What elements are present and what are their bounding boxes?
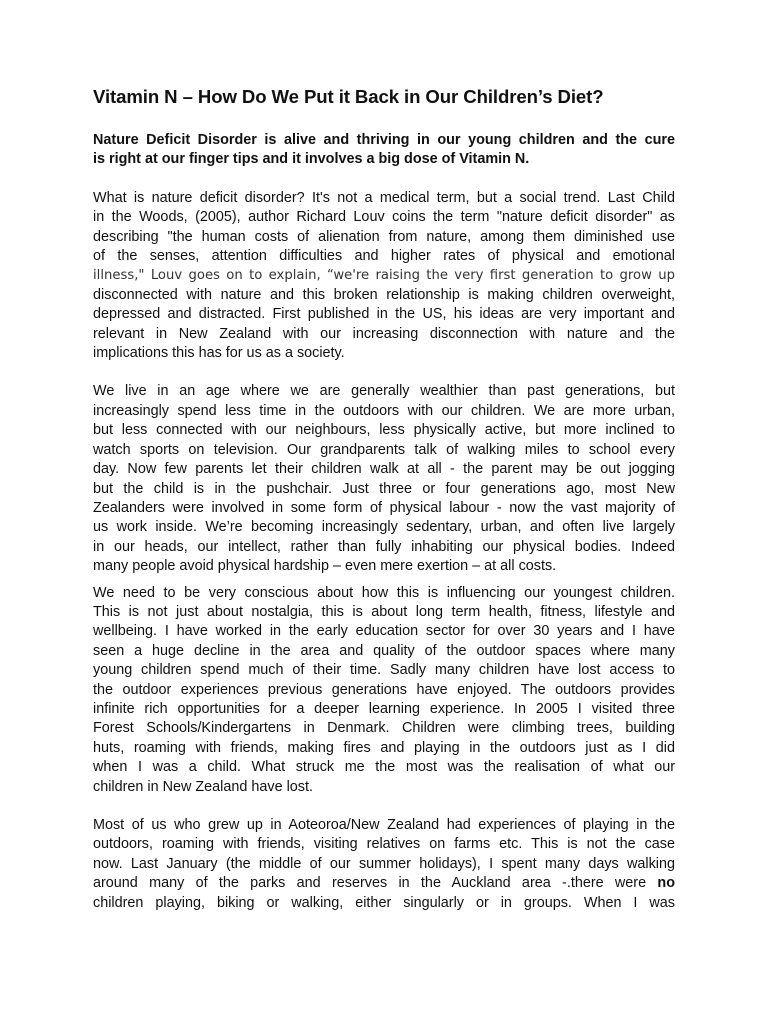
text-line: but less connected with our neighbours, less physically active, but more inclined to [93, 422, 675, 439]
text-line: Forest Schools/Kindergartens in Denmark. Children were climbing trees, building [93, 720, 675, 737]
text-line: us work inside. We’re becoming increasingly sedentary, urban, and often live largely [93, 519, 675, 536]
text-line: huts, roaming with friends, making fires and playing in the outdoors just as I did [93, 739, 675, 756]
lead-paragraph [93, 131, 675, 170]
text-line: describing "the human costs of alienation from nature, among them diminished use [93, 228, 675, 245]
text-line: illness," Louv goes on to explain, “we're raising the very first generation to grow up [93, 268, 675, 284]
text-line: children in New Zealand have lost. [93, 778, 313, 795]
text-line: disconnected with nature and this broken relationship is making children overweight, [93, 286, 675, 303]
text-line: depressed and distracted. First published in the US, his ideas are very important and [93, 306, 675, 323]
paragraph-4 [93, 816, 675, 913]
document-page [93, 86, 675, 932]
text-line: watch sports on television. Our grandparents talk of walking miles to school every [93, 441, 675, 458]
text-line: implications this has for us as a society. [93, 345, 345, 362]
text-line: We need to be very conscious about how this is influencing our youngest children. [93, 584, 675, 601]
text-line: now. Last January (the middle of our summer holidays), I spent many days walking [93, 855, 675, 872]
text-line [93, 874, 675, 893]
text-line: This is not just about nostalgia, this is about long term health, fitness, lifestyle and [93, 603, 675, 620]
text-fragment: around many of the parks and reserves in the Auckland area -.there were [93, 875, 658, 892]
text-line: the outdoor experiences previous generations have enjoyed. The outdoors provides [93, 681, 675, 698]
text-line: We live in an age where we are generally wealthier than past generations, but [93, 383, 675, 400]
text-line: in the Woods, (2005), author Richard Louv coins the term "nature deficit disorder" as [93, 209, 675, 226]
text-line: of the senses, attention difficulties and higher rates of physical and emotional [93, 248, 675, 265]
text-line: wellbeing. I have worked in the early education sector for over 30 years and I have [93, 623, 675, 640]
text-line: relevant in New Zealand with our increasing disconnection with nature and the [93, 325, 675, 342]
text-line: Most of us who grew up in Aoteoroa/New Zealand had experiences of playing in the [93, 817, 675, 833]
text-line: children playing, biking or walking, either singularly or in groups. When I was [93, 894, 675, 911]
text-line: in our heads, our intellect, rather than fully inhabiting our physical bodies. Indeed [93, 538, 675, 555]
text-line: outdoors, roaming with friends, visiting relatives on farms etc. This is not the case [93, 836, 675, 853]
text-line: increasingly spend less time in the outdoors with our children. We are more urban, [93, 402, 675, 419]
lead-line: is right at our finger tips and it involves a big dose of Vitamin N. [93, 151, 530, 168]
text-line: What is nature deficit disorder? It's not a medical term, but a social trend. Last Child [93, 189, 675, 206]
text-line: when I was a child. What struck me the most was the realisation of what our [93, 759, 675, 776]
emphasis-word: no [657, 875, 675, 892]
paragraph-2 [93, 382, 675, 576]
lead-line: Nature Deficit Disorder is alive and thriving in our young children and the cure [93, 132, 675, 148]
paragraph-3 [93, 584, 675, 797]
text-line: seen a huge decline in the area and quality of the outdoor spaces where many [93, 642, 675, 659]
text-line: day. Now few parents let their children walk at all - the parent may be out jogging [93, 461, 675, 478]
text-line: young children spend much of their time. Sadly many children have lost access to [93, 662, 675, 679]
text-line: many people avoid physical hardship – even mere exertion – at all costs. [93, 558, 557, 575]
text-line: but the child is in the pushchair. Just three or four generations ago, most New [93, 480, 675, 497]
paragraph-1 [93, 189, 675, 364]
document-title: Vitamin N – How Do We Put it Back in Our Children’s Diet? [93, 86, 604, 107]
text-line: Zealanders were involved in some form of physical labour - now the vast majority of [93, 499, 675, 516]
text-line: infinite rich opportunities for a deeper learning experience. In 2005 I visited three [93, 700, 675, 717]
